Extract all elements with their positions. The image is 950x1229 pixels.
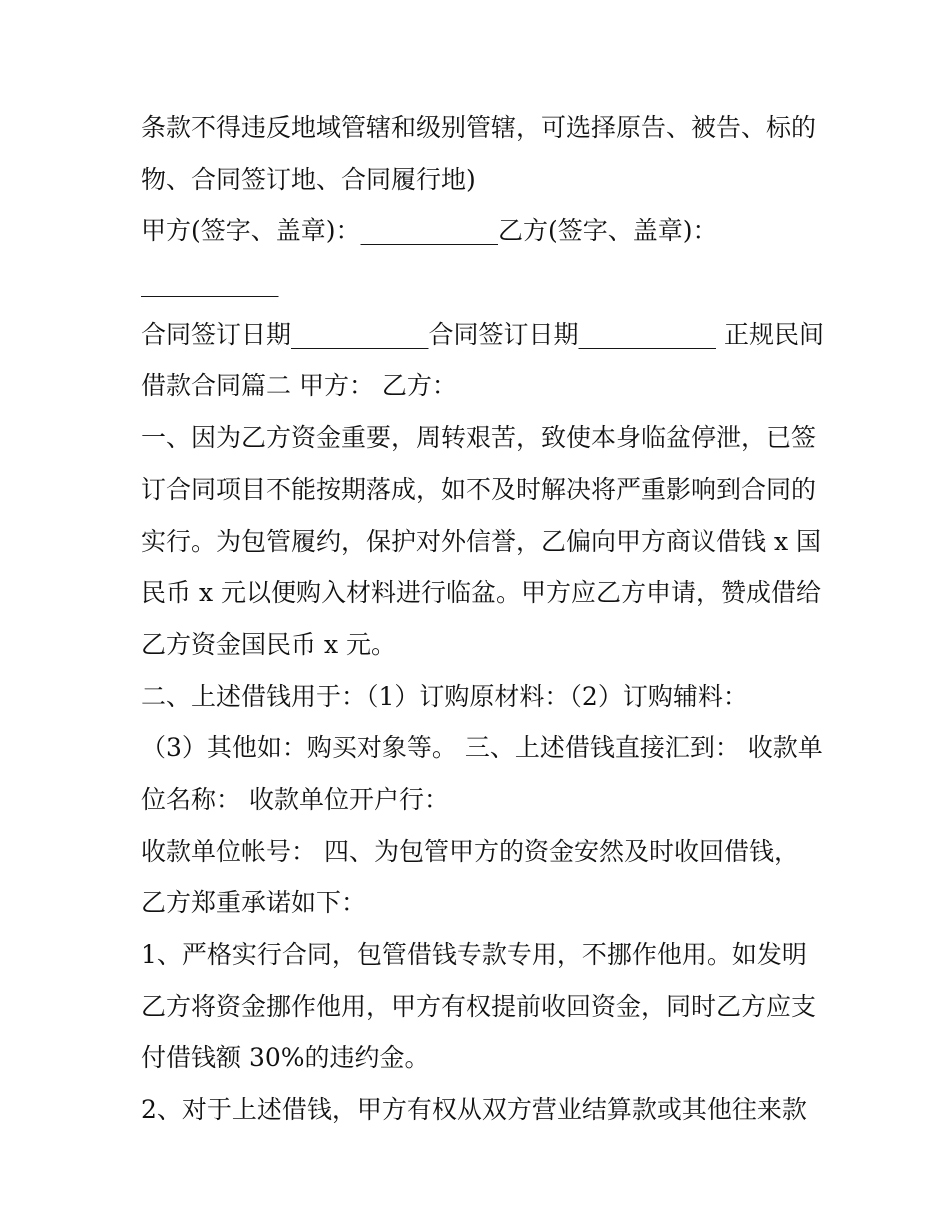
- text-line: 收款单位帐号： 四、为包管甲方的资金安然及时收回借钱，: [141, 836, 799, 866]
- text-line: 乙方将资金挪作他用，甲方有权提前收回资金，同时乙方应支: [141, 991, 817, 1021]
- date-line: 合同签订日期___________合同签订日期___________ 正规民间: [141, 319, 824, 349]
- document-body: [141, 102, 831, 1136]
- text-line: 实行。为包管履约，保护对外信誉，乙偏向甲方商议借钱 x 国: [141, 526, 821, 556]
- text-line: 乙方郑重承诺如下：: [141, 888, 367, 918]
- text-line: 付借钱额 30%的违约金。: [141, 1043, 430, 1073]
- text-line: 2、对于上述借钱，甲方有权从双方营业结算款或其他往来款: [141, 1095, 807, 1125]
- text-line: 乙方资金国民币 x 元。: [141, 629, 396, 659]
- text-line: 民币 x 元以便购入材料进行临盆。甲方应乙方申请，赞成借给: [141, 578, 821, 608]
- signature-blank: ___________: [141, 268, 279, 298]
- text-line: 条款不得违反地域管辖和级别管辖，可选择原告、被告、标的: [141, 113, 817, 142]
- text-line: 1、严格实行合同，包管借钱专款专用，不挪作他用。如发明: [141, 940, 807, 969]
- text-line: 订合同项目不能按期落成，如不及时解决将严重影响到合同的: [141, 474, 817, 504]
- text-line: （3）其他如：购买对象等。 三、上述借钱直接汇到： 收款单: [141, 733, 823, 763]
- text-line: 借款合同篇二 甲方： 乙方：: [141, 371, 457, 401]
- signature-line: 甲方(签字、盖章)：___________乙方(签字、盖章)：: [141, 216, 718, 246]
- text-line: 一、因为乙方资金重要，周转艰苦，致使本身临盆停泄，已签: [141, 423, 817, 453]
- text-line: 物、合同签订地、合同履行地): [141, 164, 476, 194]
- text-line: 二、上述借钱用于：（1）订购原材料：（2）订购辅料：: [141, 681, 748, 711]
- text-line: 位名称： 收款单位开户行：: [141, 784, 449, 814]
